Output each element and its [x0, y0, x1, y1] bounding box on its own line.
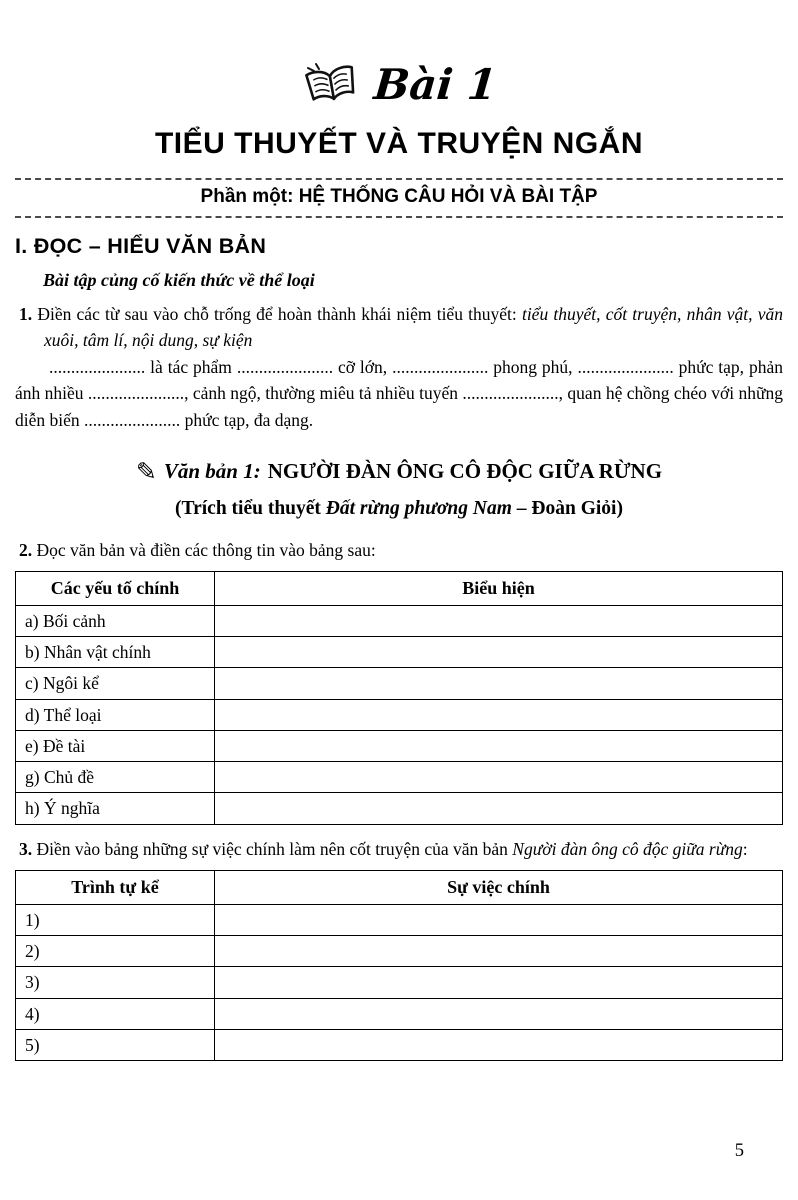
answer-cell: [215, 936, 783, 967]
table-row: [16, 998, 783, 1029]
answer-cell: [215, 793, 783, 824]
row-label: 5): [16, 1029, 215, 1060]
lesson-number: Bài 1: [371, 60, 499, 109]
text-1-source: [15, 496, 783, 521]
table-row: [16, 904, 783, 935]
exercise-3-instruction: Điền vào bảng những sự việc chính làm nên cốt truyện của văn bản: [36, 838, 513, 859]
exercise-3-prompt: [19, 836, 783, 862]
text-1-title: NGƯỜI ĐÀN ÔNG CÔ ĐỘC GIỮA RỪNG: [267, 458, 663, 483]
lesson-header: [15, 62, 783, 108]
answer-cell: [215, 699, 783, 730]
column-header-elements: Các yếu tố chính: [16, 571, 215, 605]
pencil-icon: ✎: [135, 458, 157, 486]
answer-cell: [215, 730, 783, 761]
exercise-3-text-title: Người đàn ông cô độc giữa rừng: [512, 838, 743, 859]
column-header-order: Trình tự kể: [16, 870, 215, 904]
row-label: c) Ngôi kể: [16, 668, 215, 699]
exercise-3-number: 3.: [19, 838, 33, 859]
row-label: 4): [16, 998, 215, 1029]
exercise-2-instruction: Đọc văn bản và điền các thông tin vào bảng sau:: [36, 539, 376, 560]
row-label: d) Thể loại: [16, 699, 215, 730]
answer-cell: [215, 637, 783, 668]
answer-cell: [215, 967, 783, 998]
table-row: [16, 668, 783, 699]
text-1-heading: [15, 457, 783, 490]
answer-cell: [215, 605, 783, 636]
row-label: g) Chủ đề: [16, 762, 215, 793]
table-row: [16, 1029, 783, 1060]
exercise-1-fill-text: ...................... là tác phẩm ...................... cỡ lớn, ...................... phong phú, ...................... phức tạp, phản ánh nhiều ......................, cảnh ngộ, thường miêu tả nhiều tuyến ......................, quan hệ chồng chéo với những diễn biến ...................... phức tạp, đa dạng.: [15, 357, 783, 430]
answer-cell: [215, 668, 783, 699]
row-label: 3): [16, 967, 215, 998]
answer-cell: [215, 1029, 783, 1060]
source-book-title: Đất rừng phương Nam: [325, 498, 512, 520]
column-header-expression: Biểu hiện: [215, 571, 783, 605]
column-header-events: Sự việc chính: [215, 870, 783, 904]
row-label: b) Nhân vật chính: [16, 637, 215, 668]
source-author: – Đoàn Giỏi): [511, 498, 623, 520]
exercise-2-table: [15, 571, 783, 825]
table-row: [16, 605, 783, 636]
row-label: 1): [16, 904, 215, 935]
table-row: [16, 730, 783, 761]
exercise-1-instruction: Điền các từ sau vào chỗ trống để hoàn thành khái niệm tiểu thuyết:: [37, 303, 522, 324]
source-prefix: (Trích tiểu thuyết: [175, 498, 326, 520]
table-row: [16, 699, 783, 730]
text-1-label: Văn bản 1:: [163, 458, 261, 483]
section-heading: I. ĐỌC – HIỂU VĂN BẢN: [15, 233, 267, 258]
exercise-1-word-list: tiểu thuyết, cốt truyện, nhân vật, văn xuôi, tâm lí, nội dung, sự kiện: [44, 303, 783, 350]
row-label: a) Bối cảnh: [16, 605, 215, 636]
table-row: [16, 967, 783, 998]
table-row: [16, 762, 783, 793]
exercise-2-number: 2.: [19, 539, 33, 560]
page-title: TIỂU THUYẾT VÀ TRUYỆN NGẮN: [154, 127, 644, 160]
table-header-row: [16, 870, 783, 904]
row-label: e) Đề tài: [16, 730, 215, 761]
exercise-1-prompt: [19, 301, 783, 354]
table-row: [16, 793, 783, 824]
part-banner-text: Phần một: HỆ THỐNG CÂU HỎI VÀ BÀI TẬP: [200, 186, 598, 207]
open-book-icon: [302, 62, 362, 108]
table-row: [16, 637, 783, 668]
exercise-2-prompt: [19, 537, 783, 563]
section-subheading: Bài tập củng cố kiến thức về thể loại: [43, 270, 315, 291]
table-row: [16, 936, 783, 967]
row-label: 2): [16, 936, 215, 967]
part-banner: [15, 178, 783, 218]
page-number: 5: [734, 1141, 744, 1162]
banner-divider-bottom: [15, 216, 783, 218]
answer-cell: [215, 904, 783, 935]
table-header-row: [16, 571, 783, 605]
exercise-3-table: [15, 870, 783, 1061]
exercise-1-number: 1.: [19, 303, 33, 324]
answer-cell: [215, 762, 783, 793]
answer-cell: [215, 998, 783, 1029]
exercise-3-suffix: :: [742, 838, 748, 859]
row-label: h) Ý nghĩa: [16, 793, 215, 824]
